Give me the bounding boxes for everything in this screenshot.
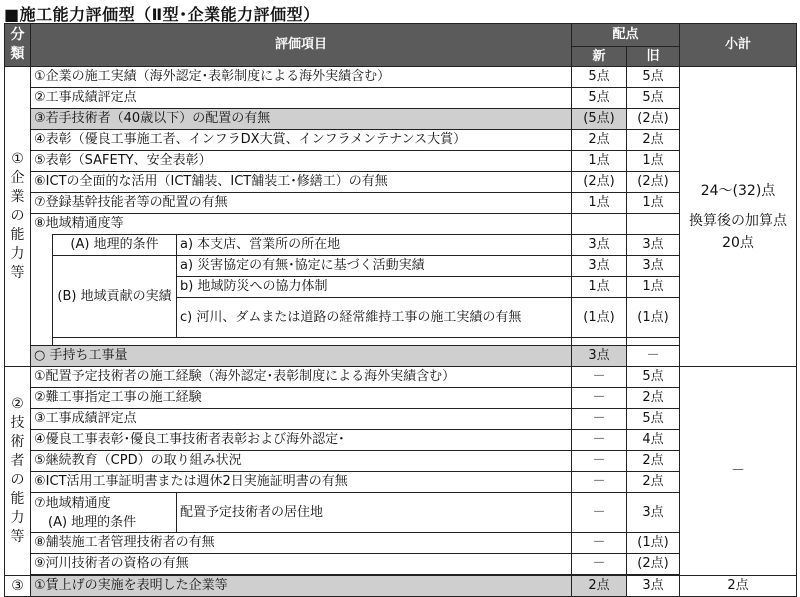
subtotal-converted: 20点	[722, 234, 754, 251]
row-old: 2点	[627, 472, 680, 493]
row-old: 5点	[627, 88, 680, 109]
row-new: 1点	[572, 193, 627, 214]
row-item: ③工事成績評定点	[31, 409, 572, 430]
table-row	[5, 67, 797, 88]
row-item: c) 河川、ダムまたは道路の経常維持工事の施工実績の有無	[177, 298, 572, 338]
row-new: 5点	[572, 88, 627, 109]
row-item: ⑥ICTの全面的な活用（ICT舗装、ICT舗装工･修繕工）の有無	[31, 172, 572, 193]
row-old: 3点	[627, 235, 680, 256]
evaluation-table	[4, 23, 797, 597]
row-item: b) 地域防災への協力体制	[177, 277, 572, 298]
row-new: －	[572, 472, 627, 493]
row-item: ⑥ICT活用工事証明書または週休2日実施証明書の有無	[31, 472, 572, 493]
row-item: ③若手技術者（40歳以下）の配置の有無	[31, 109, 572, 130]
table-row	[5, 367, 797, 388]
row-old: (2点)	[627, 554, 680, 575]
table-row	[5, 193, 797, 214]
row-new: 1点	[572, 151, 627, 172]
row-old: 1点	[627, 193, 680, 214]
table-row	[5, 256, 797, 277]
table-row	[5, 533, 797, 554]
row-item: ②難工事指定工事の施工経験	[31, 388, 572, 409]
row-old: 1点	[627, 151, 680, 172]
row-old: 5点	[627, 409, 680, 430]
row-item: a) 本支店、営業所の所在地	[177, 235, 572, 256]
row-new: －	[572, 554, 627, 575]
indent-cell	[31, 235, 53, 346]
table-row	[5, 409, 797, 430]
header-subtotal: 小計	[680, 24, 797, 67]
row-new: －	[572, 493, 627, 533]
row-new: －	[572, 451, 627, 472]
row-old: 4点	[627, 430, 680, 451]
row-item: ⑧地域精通度等	[31, 214, 572, 235]
row-item: ⑨河川技術者の資格の有無	[31, 554, 572, 575]
row-old	[627, 214, 680, 235]
row-item: 配置予定技術者の居住地	[177, 493, 572, 533]
header-row	[5, 24, 797, 47]
row-old: 2点	[627, 130, 680, 151]
table-row	[5, 472, 797, 493]
row-old: 2点	[627, 451, 680, 472]
row-new: 5点	[572, 67, 627, 88]
row-item: ①賃上げの実施を表明した企業等	[31, 576, 572, 597]
row-new: 1点	[572, 277, 627, 298]
row-item: ⑤継続教育（CPD）の取り組み状況	[31, 451, 572, 472]
header-new: 新	[572, 47, 627, 67]
row-old: 5点	[627, 367, 680, 388]
header-item: 評価項目	[31, 24, 572, 67]
row-old: －	[627, 346, 680, 367]
section1-label: ①企業の能力等	[5, 67, 31, 367]
table-row	[5, 151, 797, 172]
row-new: 3点	[572, 256, 627, 277]
area-a-label: (A) 地理的条件	[53, 235, 177, 256]
row-old: (1点)	[627, 298, 680, 338]
row-item: a) 災害協定の有無･協定に基づく活動実績	[177, 256, 572, 277]
section1-subtotal	[680, 67, 797, 367]
row-new: －	[572, 367, 627, 388]
section3-label: ③	[5, 576, 31, 597]
table-row	[5, 493, 797, 533]
row-new: 3点	[572, 235, 627, 256]
spacer-row	[5, 338, 797, 346]
table-row	[5, 388, 797, 409]
table-row	[5, 576, 797, 597]
table-row	[5, 172, 797, 193]
row-old: (2点)	[627, 109, 680, 130]
row-old: (2点)	[627, 172, 680, 193]
table-row	[5, 109, 797, 130]
row-old: 5点	[627, 67, 680, 88]
row-new: －	[572, 533, 627, 554]
section2-subtotal: －	[680, 367, 797, 576]
row-item: ⑧舗装施工者管理技術者の有無	[31, 533, 572, 554]
section3-subtotal: 2点	[680, 576, 797, 597]
section2-area-label	[31, 493, 177, 533]
area-sub: (A) 地理的条件	[48, 514, 137, 530]
table-row	[5, 130, 797, 151]
row-item: ○ 手持ち工事量	[31, 346, 572, 367]
table-row	[5, 235, 797, 256]
row-old: 3点	[627, 576, 680, 597]
row-old: 3点	[627, 493, 680, 533]
header-old: 旧	[627, 47, 680, 67]
table-row	[5, 346, 797, 367]
subtotal-range: 24～(32)点	[700, 182, 776, 199]
row-item: ④優良工事表彰･優良工事技術者表彰および海外認定･	[31, 430, 572, 451]
row-new	[572, 214, 627, 235]
row-old: 3点	[627, 256, 680, 277]
row-new: －	[572, 430, 627, 451]
row-old: 2点	[627, 388, 680, 409]
table-row	[5, 88, 797, 109]
row-new: (2点)	[572, 172, 627, 193]
row-old: 1点	[627, 277, 680, 298]
table-row	[5, 430, 797, 451]
page-title: ■施工能力評価型（Ⅱ型･企業能力評価型）	[4, 5, 320, 24]
row-item: ⑦登録基幹技能者等の配置の有無	[31, 193, 572, 214]
row-new: －	[572, 388, 627, 409]
subtotal-note: 換算後の加算点	[689, 212, 788, 229]
row-item: ①企業の施工実績（海外認定･表彰制度による海外実績含む）	[31, 67, 572, 88]
area-b-label: (B) 地域貢献の実績	[53, 256, 177, 338]
table-row	[5, 554, 797, 575]
table-row	[5, 451, 797, 472]
header-points: 配点	[572, 24, 680, 47]
row-item: ④表彰（優良工事施工者、インフラDX大賞、インフラメンテナンス大賞）	[31, 130, 572, 151]
row-item: ②工事成績評定点	[31, 88, 572, 109]
row-new: 2点	[572, 130, 627, 151]
row-item: ①配置予定技術者の施工経験（海外認定･表彰制度による海外実績含む）	[31, 367, 572, 388]
row-new: (1点)	[572, 298, 627, 338]
area-title: ⑦地域精通度	[34, 495, 111, 511]
row-new: 3点	[572, 346, 627, 367]
section2-label: ②技術者の能力等	[5, 367, 31, 576]
row-old: (1点)	[627, 533, 680, 554]
row-new: 2点	[572, 576, 627, 597]
row-new: (5点)	[572, 109, 627, 130]
row-item: ⑤表彰（SAFETY、安全表彰）	[31, 151, 572, 172]
header-category: 分類	[5, 24, 31, 67]
table-row	[5, 214, 797, 235]
row-new: －	[572, 409, 627, 430]
